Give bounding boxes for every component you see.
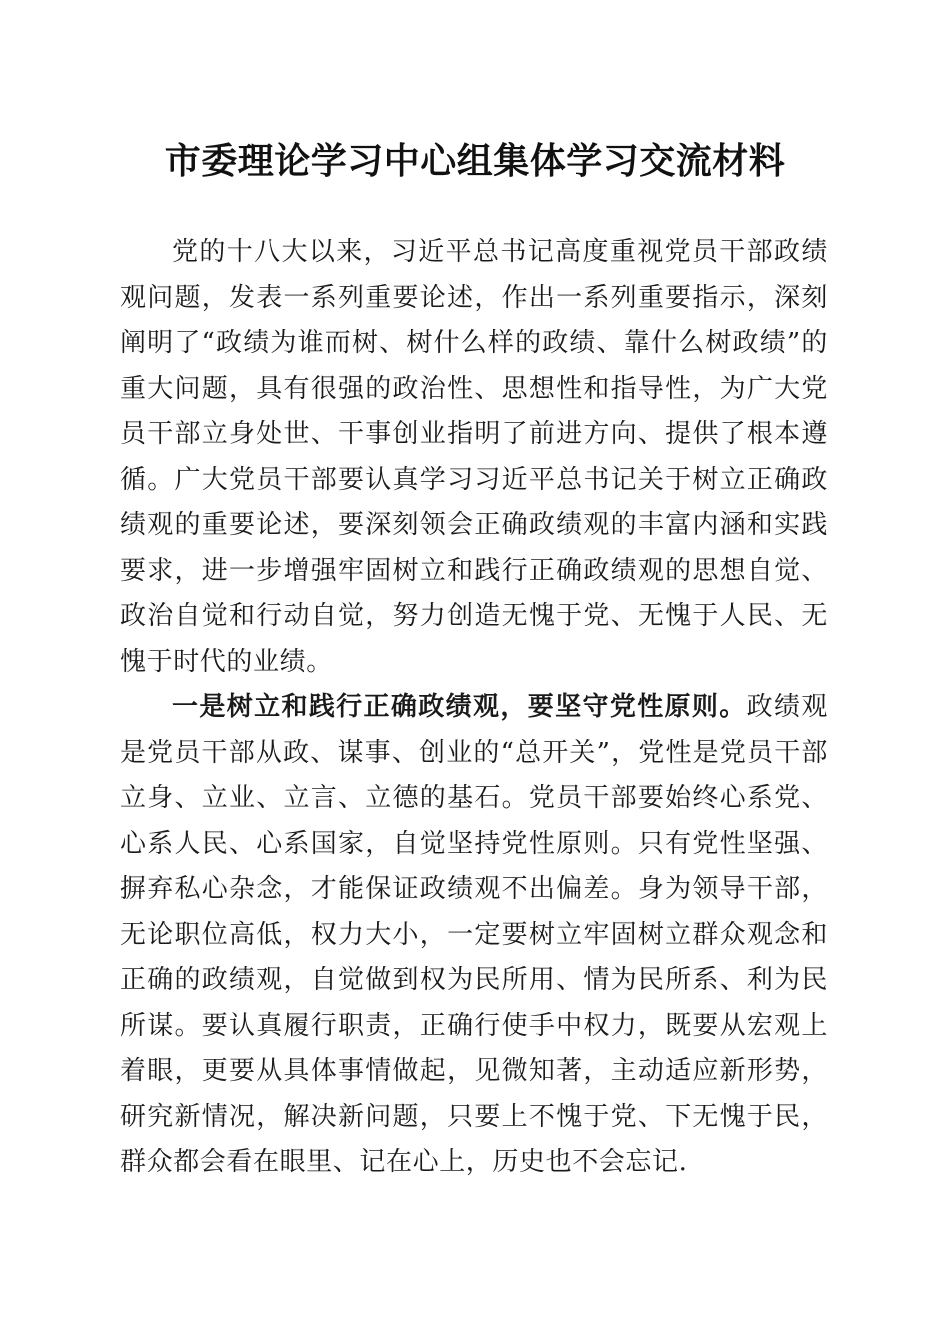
paragraph-intro — [120, 230, 828, 685]
document-body — [120, 230, 828, 1186]
paragraph-point-one-text: 政绩观是党员干部从政、谋事、创业的“总开关”，党性是党员干部立身、立业、立言、立德的基石。党员干部要始终心系党、心系人民、心系国家，自觉坚持党性原则。只有党性坚强、摒弃私心杂念，才能保证政绩观不出偏差。身为领导干部，无论职位高低，权力大小，一定要树立牢固树立群众观念和正确的政绩观，自觉做到权为民所用、情为民所系、利为民所谋。要认真履行职责，正确行使手中权力，既要从宏观上着眼，更要从具体事情做起，见微知著，主动适应新形势，研究新情况，解决新问题，只要上不愧于党、下无愧于民，群众都会看在眼里、记在心上，历史也不会忘记. — [120, 692, 828, 1177]
paragraph-point-one-lead: 一是树立和践行正确政绩观，要坚守党性原则。 — [172, 692, 747, 722]
paragraph-point-one — [120, 685, 828, 1186]
paragraph-intro-text: 党的十八大以来，习近平总书记高度重视党员干部政绩观问题，发表一系列重要论述，作出一系列重要指示，深刻阐明了“政绩为谁而树、树什么样的政绩、靠什么树政绩”的重大问题，具有很强的政治性、思想性和指导性，为广大党员干部立身处世、干事创业指明了前进方向、提供了根本遵循。广大党员干部要认真学习习近平总书记关于树立正确政绩观的重要论述，要深刻领会正确政绩观的丰富内涵和实践要求，进一步增强牢固树立和践行正确政绩观的思想自觉、政治自觉和行动自觉，努力创造无愧于党、无愧于人民、无愧于时代的业绩。 — [120, 237, 828, 677]
document-title: 市委理论学习中心组集体学习交流材料 — [164, 140, 786, 182]
